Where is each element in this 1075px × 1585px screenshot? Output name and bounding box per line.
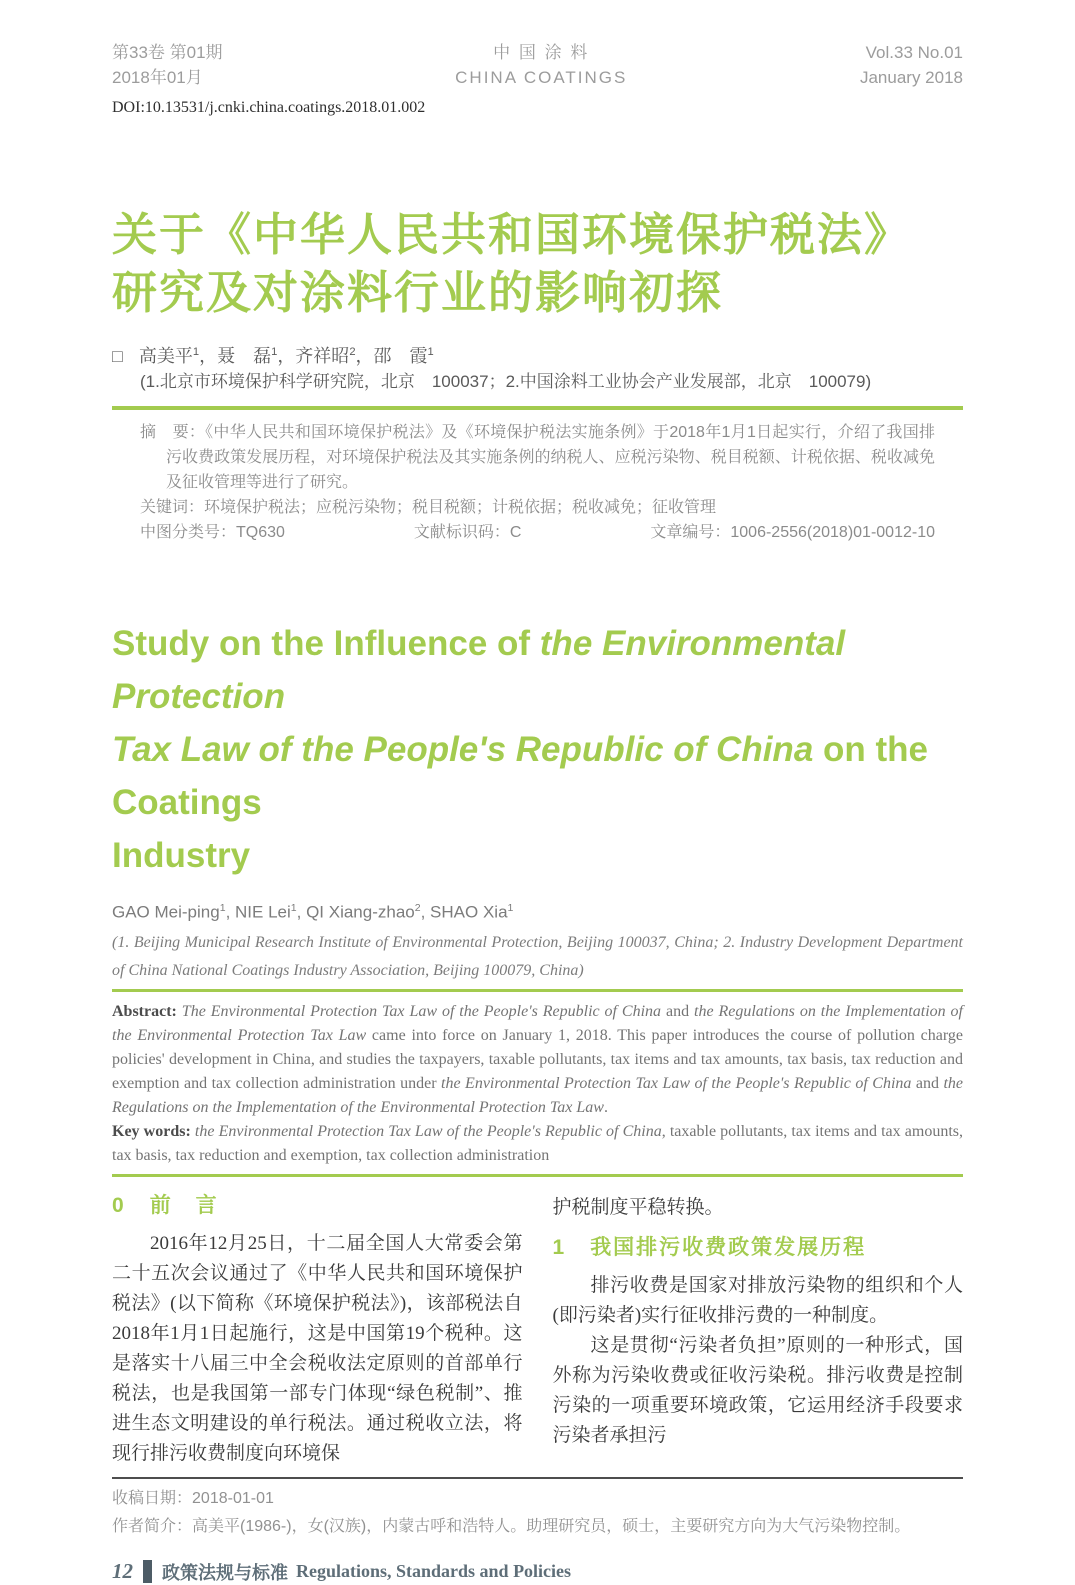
body-column-left xyxy=(112,1193,523,1469)
body-paragraph-continuation: 护税制度平稳转换。 xyxy=(552,1196,724,1218)
footer-bar-icon xyxy=(143,1560,152,1583)
keywords-en: Key words: the Environmental Protection Tax Law of the People's Republic of China, taxable pollutants, tax items and tax amounts, tax basis, tax reduction and exemption, tax collection administration xyxy=(112,1122,963,1164)
section-heading-1 xyxy=(553,1235,964,1261)
author-marker-square: □ xyxy=(112,346,123,366)
section-1-title: 我国排污收费政策发展历程 xyxy=(590,1235,867,1259)
section-1-number: 1 xyxy=(552,1235,565,1259)
body-columns xyxy=(112,1193,963,1469)
masthead-issue-info-cn xyxy=(112,40,223,90)
journal-name xyxy=(455,40,627,90)
body-paragraph: 排污收费是国家对排放污染物的组织和个人(即污染者)实行征收排污费的一种制度。 xyxy=(552,1274,963,1326)
body-column-right xyxy=(553,1193,964,1469)
journal-name-en: CHINA COATINGS xyxy=(455,68,628,87)
page-footer xyxy=(112,1559,963,1585)
article-title-cn-line2: 研究及对涂料行业的影响初探 xyxy=(112,267,724,318)
section-heading-0 xyxy=(112,1193,523,1219)
footer-section-en: Regulations, Standards and Policies xyxy=(296,1561,572,1582)
footnote-block xyxy=(112,1485,963,1541)
journal-name-cn: 中 国 涂 料 xyxy=(493,43,590,62)
article-title-en xyxy=(112,617,963,882)
article-title-en-line2: Tax Law of the People's Republic of China on the Coatings xyxy=(112,730,929,822)
section-0-number: 0 xyxy=(112,1193,124,1217)
article-title-cn xyxy=(112,206,963,322)
issue-date-en: January 2018 xyxy=(859,68,963,87)
received-date-line: 收稿日期：2018-01-01 xyxy=(112,1489,274,1507)
issue-date-cn: 2018年01月 xyxy=(112,68,203,87)
section-0-title: 前 言 xyxy=(149,1193,219,1217)
abstract-cn-block xyxy=(140,420,935,545)
divider-green-bottom xyxy=(112,1174,963,1177)
doi-line: DOI:10.13531/j.cnki.china.coatings.2018.01.002 xyxy=(112,99,426,116)
abstract-cn xyxy=(140,420,935,495)
keywords-cn-label: 关键词： xyxy=(140,499,205,516)
footnote-divider xyxy=(112,1477,963,1479)
body-paragraph: 这是贯彻“污染者负担”原则的一种形式，国外称为污染收费或征收污染税。排污收费是控制污染的一项重要环境政策，它运用经济手段要求污染者承担污 xyxy=(552,1334,963,1446)
authors-en: GAO Mei-ping$^1$, NIE Lei$^1$, QI Xiang-zhao$^2$, SHAO Xia$^1$ xyxy=(112,902,514,922)
keywords-cn xyxy=(140,495,935,520)
article-number: 文章编号：1006-2556(2018)01-0012-10 xyxy=(650,524,935,541)
article-title-en-line1: Study on the Influence of the Environmental Protection xyxy=(112,624,846,716)
volume-issue-cn: 第33卷 第01期 xyxy=(112,43,223,62)
document-code: 文献标识码：C xyxy=(413,524,522,541)
abstract-en: Abstract: The Environmental Protection Tax Law of the People's Republic of China and the Regulations on the Implementation of the Environmental Protection Tax Law came into force on January 1, 2018. This paper introduces the course of pollution charge policies' development in China, and studies the taxpayers, taxable pollutants, tax items and tax amounts, tax basis, tax reduction and exemption and tax collection administration under the Environmental Protection Tax Law of the People's Republic of China and the Regulations on the Implementation of the Environmental Protection Tax Law. xyxy=(112,1002,963,1116)
body-paragraph: 2016年12月25日，十二届全国人大常委会第二十五次会议通过了《中华人民共和国环境保护税法》(以下简称《环境保护税法》)，该部税法自2018年1月1日起施行，这是中国第19个税种。这是落实十八届三中全会税收法定原则的首部单行税法，也是我国第一部专门体现“绿色税制”、推进生态文明建设的单行税法。通过税收立法，将现行排污收费制度向环境保 xyxy=(112,1232,523,1464)
divider-green-middle xyxy=(112,989,963,992)
clc-number: 中图分类号：TQ630 xyxy=(140,524,285,541)
journal-masthead xyxy=(112,40,963,90)
author-bio-line: 作者简介：高美平(1986-)，女(汉族)，内蒙古呼和浩特人。助理研究员，硕士，主要研究方向为大气污染物控制。 xyxy=(112,1517,911,1535)
volume-issue-en: Vol.33 No.01 xyxy=(865,43,963,62)
affiliation-en: (1. Beijing Municipal Research Institute of Environmental Protection, Beijing 100037, China; 2. Industry Development Department of China National Coatings Industry Association, Beijing 100079, China) xyxy=(112,933,963,979)
author-names-cn: 高美平$^1$，聂 磊$^1$，齐祥昭$^2$，邵 霞$^1$ xyxy=(138,346,434,366)
classification-row xyxy=(140,520,935,545)
article-title-en-line3: Industry xyxy=(112,836,251,875)
abstract-cn-text: 《中华人民共和国环境保护税法》及《环境保护税法实施条例》于2018年1月1日起实行，介绍了我国排污收费政策发展历程，对环境保护税法及其实施条例的纳税人、应税污染物、税目税额、计税依据、税收减免及征收管理等进行了研究。 xyxy=(166,424,935,491)
affiliation-cn: (1.北京市环境保护科学研究院，北京 100037；2.中国涂料工业协会产业发展部，北京 100079) xyxy=(140,372,872,391)
keywords-cn-text: 环境保护税法；应税污染物；税目税额；计税依据；税收减免；征收管理 xyxy=(204,499,717,516)
authors-cn xyxy=(112,340,963,368)
divider-green-top xyxy=(112,406,963,410)
abstract-cn-label: 摘 要： xyxy=(140,424,206,441)
page-number: 12 xyxy=(112,1559,133,1584)
footer-section-cn: 政策法规与标准 xyxy=(162,1562,288,1583)
masthead-issue-info-en xyxy=(860,40,963,90)
article-title-cn-line1: 关于《中华人民共和国环境保护税法》 xyxy=(112,209,912,260)
